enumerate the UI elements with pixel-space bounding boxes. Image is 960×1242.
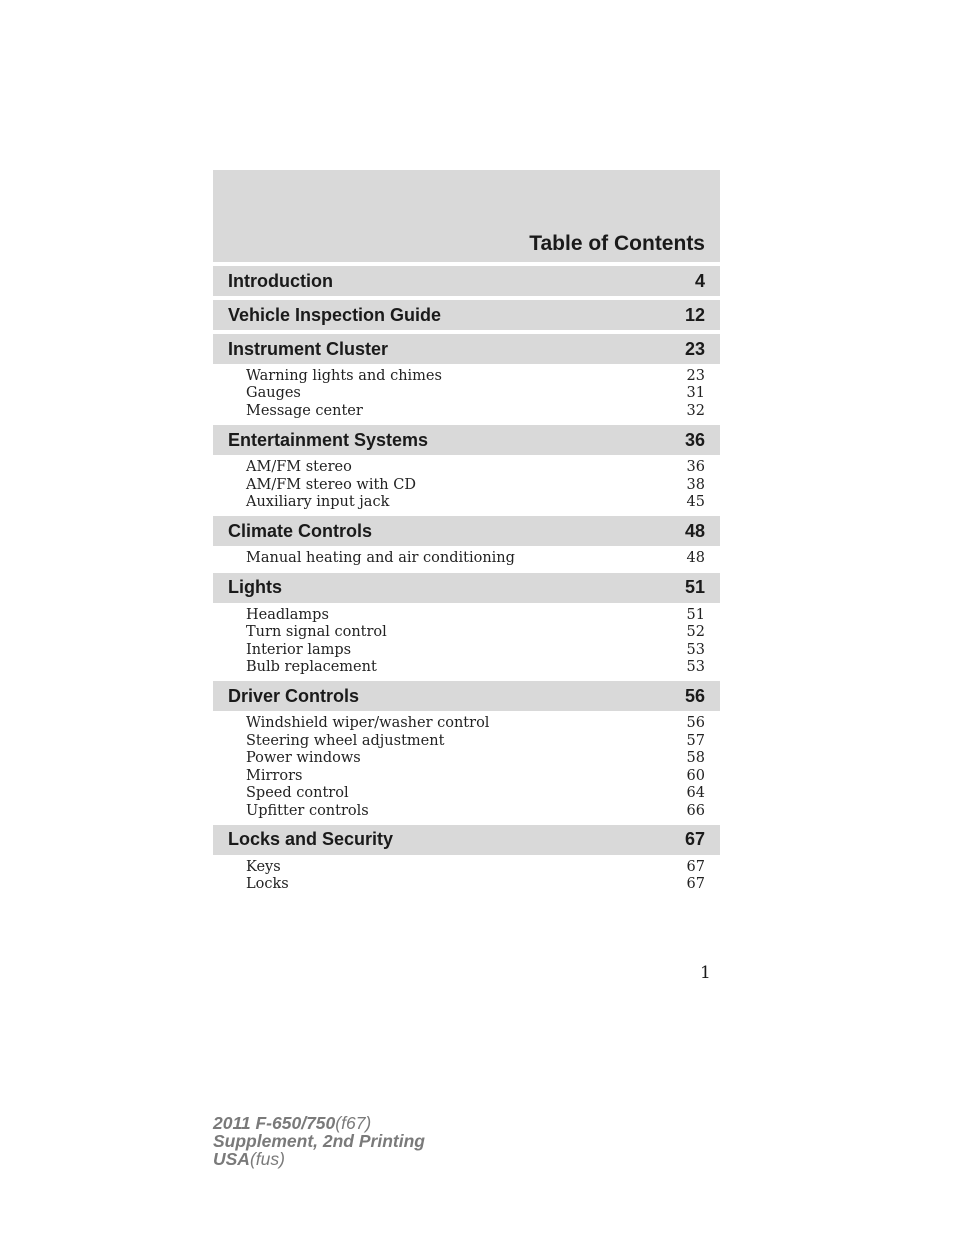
entry-label: Keys xyxy=(246,858,281,875)
entry-label: Windshield wiper/washer control xyxy=(246,715,490,732)
toc-entry[interactable] xyxy=(246,385,705,402)
toc-entry[interactable] xyxy=(246,607,705,624)
entry-page: 58 xyxy=(686,750,705,767)
toc-entry[interactable] xyxy=(246,477,705,494)
toc-entry[interactable] xyxy=(246,624,705,641)
footer xyxy=(213,1114,425,1168)
entry-label: Headlamps xyxy=(246,606,329,623)
entry-label: Speed control xyxy=(246,785,349,802)
section-items xyxy=(213,546,720,568)
section-items xyxy=(213,603,720,678)
toc-entry[interactable] xyxy=(246,803,705,820)
entry-label: Locks xyxy=(246,876,289,893)
entry-label: Bulb replacement xyxy=(246,659,377,676)
page-title: Table of Contents xyxy=(529,232,705,255)
entry-label: Auxiliary input jack xyxy=(246,494,390,511)
entry-page: 53 xyxy=(686,641,705,658)
entry-label: Mirrors xyxy=(246,767,303,784)
section-page: 56 xyxy=(684,685,705,706)
entry-page: 53 xyxy=(686,659,705,676)
toc-page xyxy=(213,170,720,895)
section-heading[interactable] xyxy=(213,681,720,711)
toc-entry[interactable] xyxy=(246,876,705,893)
entry-page: 36 xyxy=(686,459,705,476)
entry-label: Steering wheel adjustment xyxy=(246,732,445,749)
section-items xyxy=(213,855,720,895)
toc-section xyxy=(213,573,720,678)
section-heading[interactable] xyxy=(213,573,720,603)
entry-page: 66 xyxy=(686,802,705,819)
toc-section xyxy=(213,425,720,512)
section-title: Lights xyxy=(228,577,282,598)
toc-entry[interactable] xyxy=(246,494,705,511)
section-heading[interactable] xyxy=(213,334,720,364)
footer-model: 2011 F-650/750 xyxy=(213,1113,336,1133)
entry-page: 45 xyxy=(686,494,705,511)
section-title: Vehicle Inspection Guide xyxy=(228,304,442,325)
section-page: 12 xyxy=(684,304,705,325)
section-page: 23 xyxy=(684,338,705,359)
section-page: 51 xyxy=(684,577,705,598)
entry-page: 51 xyxy=(686,606,705,623)
entry-page: 56 xyxy=(686,715,705,732)
footer-market: USA xyxy=(213,1149,250,1169)
entry-label: Power windows xyxy=(246,750,361,767)
section-title: Climate Controls xyxy=(228,520,373,541)
toc-entry[interactable] xyxy=(246,768,705,785)
toc-section xyxy=(213,681,720,820)
entry-page: 38 xyxy=(686,476,705,493)
entry-label: AM/FM stereo xyxy=(246,459,352,476)
entry-label: Turn signal control xyxy=(246,624,387,641)
section-page: 67 xyxy=(684,829,705,850)
entry-label: Gauges xyxy=(246,385,301,402)
section-title: Instrument Cluster xyxy=(228,338,389,359)
entry-page: 52 xyxy=(686,624,705,641)
entry-label: Upfitter controls xyxy=(246,802,369,819)
section-page: 36 xyxy=(684,429,705,450)
entry-label: Message center xyxy=(246,402,363,419)
footer-printing: Supplement, 2nd Printing xyxy=(213,1131,425,1151)
toc-section xyxy=(213,825,720,895)
footer-model-code: (f67) xyxy=(335,1113,372,1133)
page-number: 1 xyxy=(700,963,711,983)
section-heading[interactable] xyxy=(213,516,720,546)
entry-label: Warning lights and chimes xyxy=(246,368,442,384)
toc-entry[interactable] xyxy=(246,733,705,750)
section-title: Locks and Security xyxy=(228,829,394,850)
toc-entry[interactable] xyxy=(246,750,705,767)
toc-section xyxy=(213,300,720,330)
entry-page: 60 xyxy=(686,767,705,784)
entry-page: 57 xyxy=(686,732,705,749)
toc-entry[interactable] xyxy=(246,785,705,802)
toc-section xyxy=(213,334,720,421)
toc-section xyxy=(213,266,720,296)
section-heading[interactable] xyxy=(213,300,720,330)
toc-entry[interactable] xyxy=(246,642,705,659)
toc-entry[interactable] xyxy=(246,659,705,676)
section-page: 4 xyxy=(694,270,705,291)
toc-entry[interactable] xyxy=(246,550,705,567)
toc-sections xyxy=(213,266,720,895)
section-items xyxy=(213,364,720,421)
section-heading[interactable] xyxy=(213,266,720,296)
toc-section xyxy=(213,516,720,568)
section-heading[interactable] xyxy=(213,425,720,455)
toc-entry[interactable] xyxy=(246,459,705,476)
entry-page: 64 xyxy=(686,785,705,802)
section-heading[interactable] xyxy=(213,825,720,855)
section-title: Driver Controls xyxy=(228,685,360,706)
toc-entry[interactable] xyxy=(246,715,705,732)
entry-label: Manual heating and air conditioning xyxy=(246,550,515,567)
section-items xyxy=(213,711,720,820)
entry-page: 67 xyxy=(686,876,705,893)
toc-entry[interactable] xyxy=(246,368,705,385)
toc-header xyxy=(213,170,720,262)
entry-page: 67 xyxy=(686,858,705,875)
entry-page: 23 xyxy=(686,368,705,384)
entry-label: Interior lamps xyxy=(246,641,352,658)
entry-page: 32 xyxy=(686,402,705,419)
toc-entry[interactable] xyxy=(246,403,705,420)
entry-page: 48 xyxy=(686,550,705,567)
entry-page: 31 xyxy=(686,385,705,402)
entry-label: AM/FM stereo with CD xyxy=(246,476,416,493)
section-title: Entertainment Systems xyxy=(228,429,429,450)
toc-entry[interactable] xyxy=(246,859,705,876)
section-items xyxy=(213,455,720,512)
footer-market-code: (fus) xyxy=(249,1149,285,1169)
section-page: 48 xyxy=(684,520,705,541)
section-title: Introduction xyxy=(228,270,333,291)
